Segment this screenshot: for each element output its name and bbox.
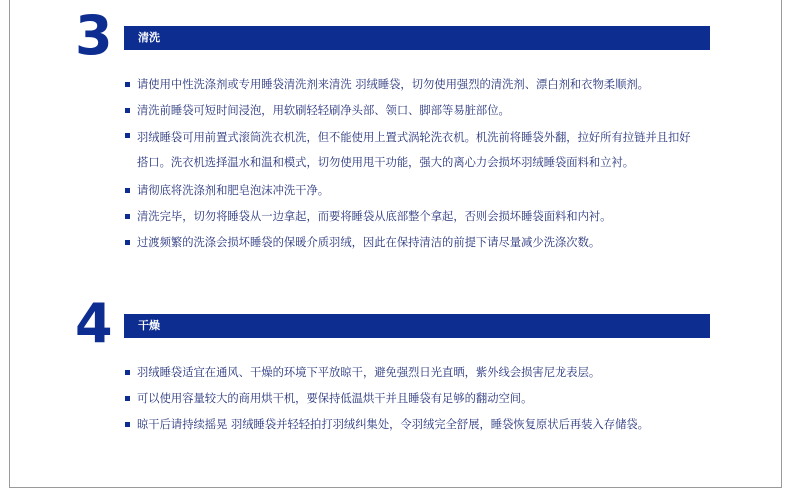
list-item: 请彻底将洗涤剂和肥皂泡沫冲洗干净。 xyxy=(124,180,699,201)
list-item: 晾干后请持续摇晃 羽绒睡袋并轻轻拍打羽绒纠集处，令羽绒完全舒展，睡袋恢复原状后再装入存储袋。 xyxy=(124,414,699,435)
cleaning-instructions-list xyxy=(124,74,699,253)
list-item: 请使用中性洗涤剂或专用睡袋清洗剂来清洗 羽绒睡袋，切勿使用强烈的清洗剂、漂白剂和衣物柔顺剂。 xyxy=(124,74,699,95)
section-title-bar-cleaning: 清洗 xyxy=(124,26,710,50)
list-item: 过渡频繁的洗涤会损坏睡袋的保暖介质羽绒，因此在保持清洁的前提下请尽量减少洗涤次数。 xyxy=(124,232,699,253)
list-item: 羽绒睡袋可用前置式滚筒洗衣机洗，但不能使用上置式涡轮洗衣机。机洗前将睡袋外翻，拉好所有拉链并且扣好搭口。洗衣机选择温水和温和模式，切勿使用甩干功能，强大的离心力会损坏羽绒睡袋面料和立衬。 xyxy=(124,125,699,175)
section-number-4: 4 xyxy=(75,292,111,355)
section-number-3: 3 xyxy=(75,4,111,67)
list-item: 可以使用容量较大的商用烘干机，要保持低温烘干并且睡袋有足够的翻动空间。 xyxy=(124,388,699,409)
list-item: 清洗前睡袋可短时间浸泡，用软刷轻轻刷净头部、领口、脚部等易脏部位。 xyxy=(124,100,699,121)
drying-instructions-list xyxy=(124,362,699,435)
list-item: 清洗完毕，切勿将睡袋从一边拿起，而要将睡袋从底部整个拿起，否则会损坏睡袋面料和内衬。 xyxy=(124,206,699,227)
list-item: 羽绒睡袋适宜在通风、干燥的环境下平放晾干，避免强烈日光直晒，紫外线会损害尼龙表层。 xyxy=(124,362,699,383)
section-title-bar-drying: 干燥 xyxy=(124,314,710,338)
